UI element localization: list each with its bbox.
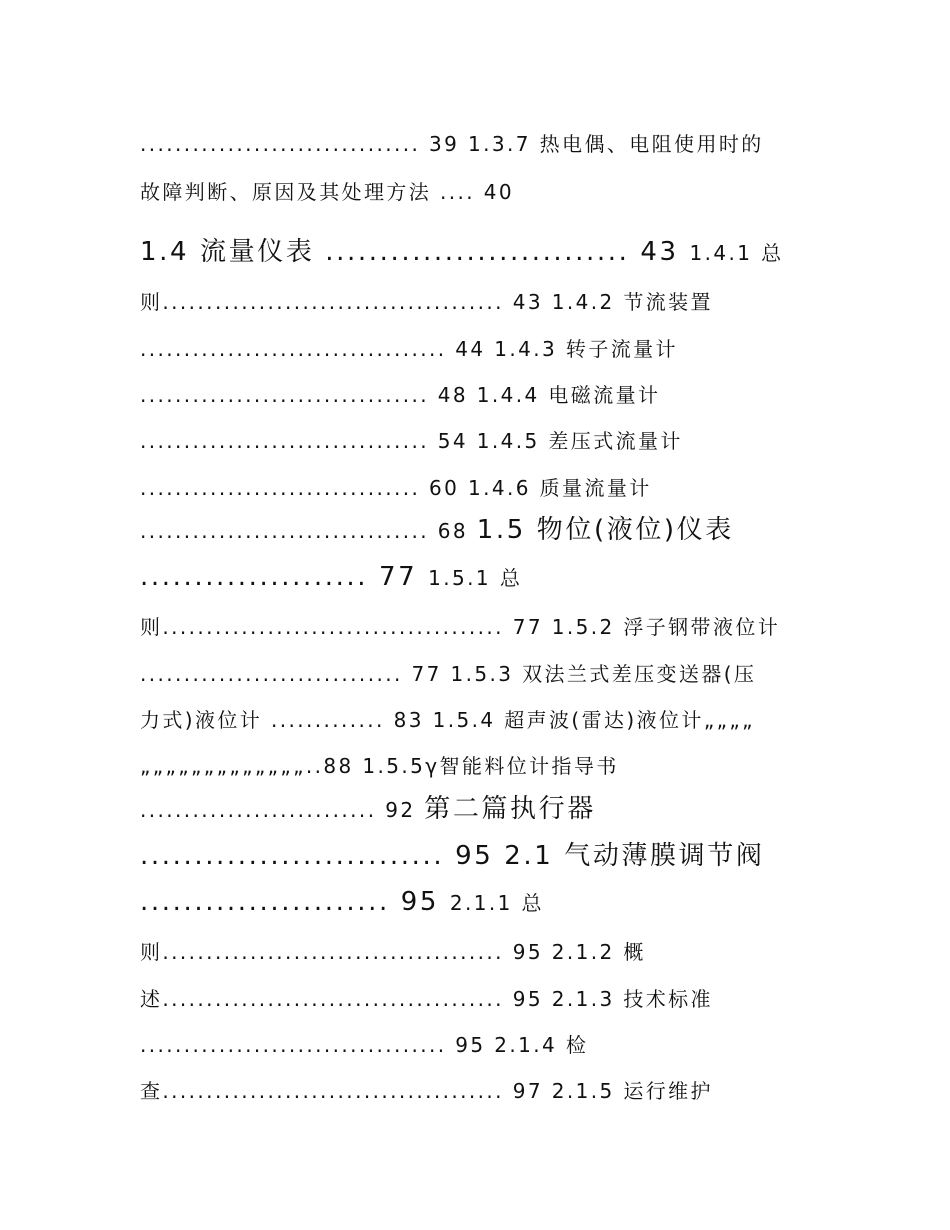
toc-heading: ....................... 95 — [140, 887, 450, 917]
toc-line — [140, 339, 820, 359]
toc-line — [140, 564, 820, 590]
toc-line — [140, 710, 820, 730]
toc-line — [140, 617, 820, 637]
toc-line — [140, 385, 820, 405]
toc-line — [140, 182, 820, 202]
toc-heading: ............................ 95 2.1 气动薄膜调节阀 — [140, 841, 765, 871]
toc-text: ................................ 39 1.3.7 热电偶、电阻使用时的 — [140, 132, 764, 156]
toc-text: 查....................................... 97 2.1.5 运行维护 — [140, 1079, 713, 1103]
toc-text: 故障判断、原因及其处理方法 .... 40 — [140, 180, 514, 204]
toc-text: ................................. 48 1.4.4 电磁流量计 — [140, 383, 661, 407]
toc-line — [140, 1035, 820, 1055]
toc-line — [140, 517, 820, 543]
toc-text: ................................... 44 1.4.3 转子流量计 — [140, 337, 678, 361]
toc-line — [140, 239, 820, 265]
toc-heading: ..................... 77 — [140, 562, 429, 592]
toc-heading: 第二篇执行器 — [424, 794, 596, 824]
toc-text: ................................. 68 — [140, 519, 477, 543]
toc-line — [140, 478, 820, 498]
toc-text: 1.5.1 总 — [428, 566, 523, 590]
toc-line — [140, 134, 820, 154]
toc-text: 1.4.1 总 — [689, 241, 784, 265]
toc-heading: 1.4 流量仪表 ............................ 43 — [140, 237, 690, 267]
toc-text: ................................... 95 2.1.4 检 — [140, 1033, 589, 1057]
toc-line — [140, 664, 820, 684]
toc-text: ................................ 60 1.4.6 质量流量计 — [140, 476, 652, 500]
toc-heading: 1.5 物位(液位)仪表 — [476, 515, 734, 545]
toc-line — [140, 431, 820, 451]
toc-text: 则....................................... 43 1.4.2 节流装置 — [140, 290, 713, 314]
toc-line — [140, 889, 820, 915]
toc-text: 力式)液位计 ............. 83 1.5.4 超声波(雷达)液位计„„„„ — [140, 708, 755, 732]
toc-line — [140, 756, 820, 776]
toc-line — [140, 843, 820, 869]
toc-line — [140, 796, 820, 822]
toc-line — [140, 1081, 820, 1101]
toc-text: ................................. 54 1.4.5 差压式流量计 — [140, 429, 683, 453]
toc-text: 述....................................... 95 2.1.3 技术标准 — [140, 987, 713, 1011]
toc-line — [140, 989, 820, 1009]
toc-line — [140, 292, 820, 312]
toc-text: 则....................................... 77 1.5.2 浮子钢带液位计 — [140, 615, 781, 639]
toc-text: 2.1.1 总 — [449, 891, 544, 915]
toc-text: „„„„„„„„„„„„„..88 1.5.5γ智能料位计指导书 — [140, 754, 619, 778]
toc-text: .............................. 77 1.5.3 双法兰式差压变送器(压 — [140, 662, 757, 686]
toc-text: ........................... 92 — [140, 798, 425, 822]
toc-text: 则....................................... 95 2.1.2 概 — [140, 940, 646, 964]
toc-line — [140, 942, 820, 962]
